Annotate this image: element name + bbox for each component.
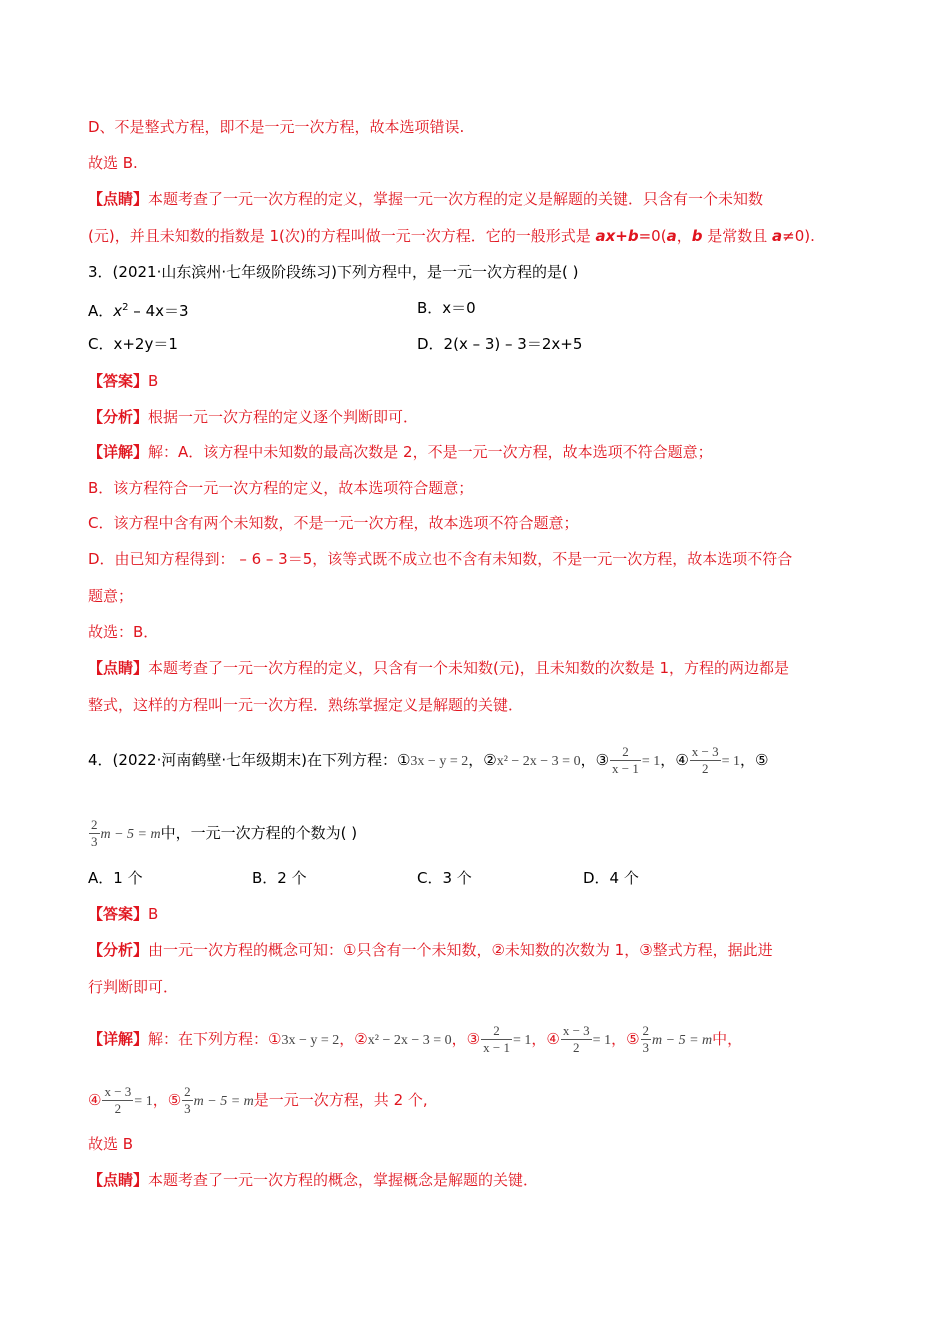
- comment-tag: 【点睛】: [88, 659, 149, 677]
- numerator: 2: [610, 745, 641, 761]
- comment-text: (元)，并且未知数的指数是 1(次)的方程叫做一元一次方程．它的一般形式是: [88, 227, 596, 245]
- comment-text: =0(: [638, 227, 667, 245]
- detail-tag: 【详解】: [88, 1030, 149, 1048]
- option-exponent: 2: [122, 302, 129, 313]
- denominator: 2: [701, 761, 709, 776]
- separator: ，: [611, 1030, 627, 1048]
- equation-4-rhs: = 1: [134, 1094, 153, 1109]
- numerator: 2: [184, 1084, 191, 1099]
- q4-option-c: C．3 个: [417, 869, 472, 887]
- q4-option-b: B．2 个: [252, 869, 307, 887]
- circle-num: ③: [595, 751, 610, 769]
- separator: ，: [451, 1030, 467, 1048]
- q3-answer: [88, 371, 158, 391]
- circle-num: ④: [546, 1030, 560, 1048]
- analysis-tag: 【分析】: [88, 941, 149, 959]
- numerator: x − 3: [104, 1084, 132, 1099]
- equation-4-rhs: = 1: [592, 1033, 612, 1048]
- q4-analysis-line1: [88, 940, 773, 960]
- comment-text: 本题考查了一元一次方程的定义，只含有一个未知数(元)，且未知数的次数是 1，方程的两边都是: [148, 659, 790, 677]
- q4-option-a: A．1 个: [88, 869, 143, 887]
- numerator: x − 3: [562, 1023, 590, 1038]
- equation-1: 3x − y = 2: [281, 1033, 340, 1048]
- q4-stem-line2: [88, 818, 357, 849]
- q4-choose: 故选 B: [88, 1135, 134, 1153]
- q3-choose: 故选：B．: [88, 623, 159, 641]
- q4-answer: [88, 904, 158, 924]
- option-var: x: [113, 302, 123, 320]
- denominator: 3: [91, 834, 98, 849]
- detail-text: 解：在下列方程：: [148, 1030, 269, 1048]
- q3-comment-line1: [88, 658, 789, 678]
- q3-detail-d1: D．由已知方程得到： – 6 – 3＝5，该等式既不成立也不含有未知数，不是一元一次方程，故本选项不符合: [88, 550, 793, 568]
- separator: ，: [468, 751, 484, 769]
- equation-3-fraction: [610, 745, 641, 776]
- equation-3-rhs: = 1: [512, 1033, 532, 1048]
- equation-4-rhs: = 1: [721, 754, 741, 769]
- separator: ，: [580, 751, 596, 769]
- q3-detail-c: C．该方程中含有两个未知数，不是一元一次方程，故本选项不符合题意；: [88, 514, 579, 532]
- detail-text: 解：A．该方程中未知数的最高次数是 2，不是一元一次方程，故本选项不符合题意；: [148, 443, 713, 461]
- q3-comment-line2: 整式，这样的方程叫一元一次方程．熟练掌握定义是解题的关键．: [88, 696, 524, 714]
- q2-choose: 故选 B.: [88, 154, 138, 172]
- q4-detail-line1: [88, 1024, 742, 1055]
- q3-option-c: C．x+2y＝1: [88, 335, 178, 353]
- denominator: 3: [184, 1101, 191, 1116]
- option-text: – 4x＝3: [128, 302, 189, 320]
- detail-text: 是一元一次方程，共 2 个,: [253, 1091, 428, 1109]
- q3-option-a: [88, 298, 189, 321]
- stem-text: 中，一元一次方程的个数为( ): [160, 824, 358, 842]
- equation-5-fraction: [89, 818, 100, 849]
- comment-text: ，: [676, 227, 692, 245]
- comment-tag: 【点睛】: [88, 1171, 149, 1189]
- equation-3-fraction: [481, 1024, 512, 1055]
- analysis-text: 由一元一次方程的概念可知：①只含有一个未知数，②未知数的次数为 1，③整式方程，据此进: [148, 941, 773, 959]
- comment-tag: 【点睛】: [88, 190, 149, 208]
- q4-comment: [88, 1170, 538, 1190]
- stem-text: 4．(2022·河南鹤壁·七年级期末)在下列方程：: [88, 751, 397, 769]
- circle-num: ⑤: [626, 1030, 640, 1048]
- comment-text: 是常数且: [702, 227, 773, 245]
- circle-num: ①: [268, 1030, 282, 1048]
- denominator: x − 1: [483, 1040, 510, 1055]
- circle-num: ③: [466, 1030, 481, 1048]
- circle-num: ⑤: [755, 751, 769, 769]
- separator: ，: [339, 1030, 355, 1048]
- equation-5-rest: m − 5 = m: [652, 1033, 713, 1048]
- analysis-text: 根据一元一次方程的定义逐个判断即可．: [148, 408, 419, 426]
- q3-option-d: D．2(x – 3) – 3＝2x+5: [417, 335, 583, 353]
- denominator: 2: [573, 1040, 580, 1055]
- q4-option-d: D．4 个: [583, 869, 639, 887]
- q3-analysis: [88, 407, 418, 427]
- q2-comment-line2: [88, 226, 815, 246]
- detail-tag: 【详解】: [88, 443, 149, 461]
- comment-text: ≠0).: [782, 227, 815, 245]
- answer-value: B: [148, 372, 159, 390]
- q2-option-d-explanation: D、不是整式方程，即不是一元一次方程，故本选项错误.: [88, 118, 465, 136]
- numerator: 2: [642, 1023, 650, 1038]
- separator: ，: [152, 1091, 168, 1109]
- q4-analysis-line2: 行判断即可．: [88, 978, 179, 996]
- separator: ，: [531, 1030, 547, 1048]
- equation-5-rest: m − 5 = m: [193, 1094, 254, 1109]
- comment-text: 本题考查了一元一次方程的定义，掌握一元一次方程的定义是解题的关键．只含有一个未知数: [148, 190, 764, 208]
- q3-option-b: B．x＝0: [417, 299, 476, 317]
- formula-var: a: [772, 227, 783, 245]
- circle-num: ①: [396, 751, 411, 769]
- formula-var: b: [691, 227, 703, 245]
- equation-5-fraction: [641, 1024, 652, 1055]
- formula-var: a: [666, 227, 677, 245]
- detail-text: 中，: [712, 1030, 743, 1048]
- equation-3-rhs: = 1: [641, 754, 661, 769]
- answer-value: B: [148, 905, 159, 923]
- circle-num: ⑤: [167, 1091, 182, 1109]
- denominator: 3: [642, 1040, 650, 1055]
- equation-2: x² − 2x − 3 = 0: [496, 754, 581, 769]
- circle-num: ②: [483, 751, 497, 769]
- q4-detail-line2: [88, 1085, 428, 1116]
- q2-comment-line1: [88, 189, 763, 209]
- formula-var: ax+b: [595, 227, 639, 245]
- option-label: A．: [88, 302, 114, 320]
- denominator: x − 1: [612, 761, 639, 776]
- q4-stem-line1: [88, 745, 768, 776]
- equation-4-fraction: [561, 1024, 592, 1055]
- circle-num: ④: [88, 1091, 102, 1109]
- equation-4-fraction: [102, 1085, 133, 1116]
- answer-tag: 【答案】: [88, 905, 149, 923]
- q3-detail-b: B．该方程符合一元一次方程的定义，故本选项符合题意；: [88, 479, 474, 497]
- equation-5-rest: m − 5 = m: [100, 827, 161, 842]
- circle-num: ④: [675, 751, 689, 769]
- equation-1: 3x − y = 2: [410, 754, 469, 769]
- equation-2: x² − 2x − 3 = 0: [367, 1033, 452, 1048]
- separator: ，: [660, 751, 676, 769]
- q3-detail-d2: 题意；: [88, 587, 134, 605]
- q3-detail-a: [88, 442, 713, 462]
- denominator: 2: [114, 1101, 122, 1116]
- equation-4-fraction: [690, 745, 721, 776]
- comment-text: 本题考查了一元一次方程的概念，掌握概念是解题的关键．: [148, 1171, 539, 1189]
- numerator: x − 3: [691, 744, 719, 759]
- separator: ，: [740, 751, 756, 769]
- equation-5-fraction: [182, 1085, 193, 1116]
- numerator: 2: [91, 817, 98, 832]
- numerator: 2: [481, 1024, 512, 1040]
- analysis-tag: 【分析】: [88, 408, 149, 426]
- circle-num: ②: [354, 1030, 368, 1048]
- q3-stem: 3．(2021·山东滨州·七年级阶段练习)下列方程中，是一元一次方程的是( ): [88, 263, 579, 281]
- answer-tag: 【答案】: [88, 372, 149, 390]
